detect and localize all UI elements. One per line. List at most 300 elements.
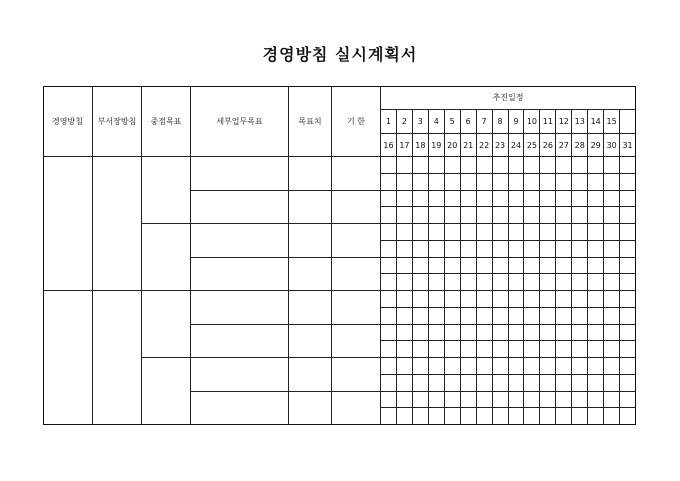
schedule-cell[interactable] — [556, 375, 572, 392]
schedule-cell[interactable] — [524, 341, 540, 358]
schedule-cell[interactable] — [429, 291, 445, 308]
schedule-cell[interactable] — [604, 241, 620, 258]
detail-goal-cell[interactable] — [191, 258, 289, 292]
schedule-cell[interactable] — [572, 258, 588, 275]
schedule-cell[interactable] — [620, 274, 636, 291]
schedule-cell[interactable] — [493, 274, 509, 291]
schedule-cell[interactable] — [556, 308, 572, 325]
schedule-cell[interactable] — [413, 241, 429, 258]
schedule-cell[interactable] — [572, 191, 588, 208]
schedule-cell[interactable] — [620, 241, 636, 258]
target-value-cell[interactable] — [289, 392, 332, 426]
schedule-cell[interactable] — [381, 274, 397, 291]
schedule-cell[interactable] — [493, 392, 509, 409]
schedule-cell[interactable] — [572, 291, 588, 308]
schedule-cell[interactable] — [604, 157, 620, 174]
schedule-cell[interactable] — [509, 258, 525, 275]
schedule-cell[interactable] — [588, 308, 604, 325]
schedule-cell[interactable] — [461, 375, 477, 392]
schedule-cell[interactable] — [509, 274, 525, 291]
schedule-cell[interactable] — [556, 358, 572, 375]
policy-cell[interactable] — [43, 291, 93, 425]
schedule-cell[interactable] — [540, 157, 556, 174]
schedule-cell[interactable] — [381, 392, 397, 409]
schedule-cell[interactable] — [620, 308, 636, 325]
schedule-cell[interactable] — [588, 341, 604, 358]
schedule-cell[interactable] — [381, 207, 397, 224]
schedule-cell[interactable] — [493, 207, 509, 224]
focus-goal-cell[interactable] — [142, 358, 191, 425]
schedule-cell[interactable] — [524, 308, 540, 325]
schedule-cell[interactable] — [429, 375, 445, 392]
schedule-cell[interactable] — [429, 341, 445, 358]
schedule-cell[interactable] — [413, 274, 429, 291]
schedule-cell[interactable] — [556, 341, 572, 358]
schedule-cell[interactable] — [509, 341, 525, 358]
detail-goal-cell[interactable] — [191, 325, 289, 359]
deadline-cell[interactable] — [332, 258, 381, 292]
schedule-cell[interactable] — [509, 157, 525, 174]
schedule-cell[interactable] — [381, 157, 397, 174]
schedule-cell[interactable] — [540, 392, 556, 409]
schedule-cell[interactable] — [445, 207, 461, 224]
schedule-cell[interactable] — [477, 291, 493, 308]
schedule-cell[interactable] — [429, 174, 445, 191]
schedule-cell[interactable] — [397, 325, 413, 342]
deadline-cell[interactable] — [332, 157, 381, 191]
schedule-cell[interactable] — [524, 375, 540, 392]
schedule-cell[interactable] — [604, 274, 620, 291]
schedule-cell[interactable] — [572, 274, 588, 291]
day-label: 10 — [524, 110, 540, 134]
schedule-cell[interactable] — [588, 358, 604, 375]
schedule-cell[interactable] — [445, 274, 461, 291]
schedule-cell[interactable] — [588, 392, 604, 409]
schedule-cell[interactable] — [588, 191, 604, 208]
schedule-cell[interactable] — [461, 291, 477, 308]
schedule-cell[interactable] — [540, 375, 556, 392]
schedule-cell[interactable] — [429, 157, 445, 174]
schedule-cell[interactable] — [493, 358, 509, 375]
schedule-cell[interactable] — [445, 191, 461, 208]
schedule-cell[interactable] — [509, 207, 525, 224]
schedule-cell[interactable] — [540, 258, 556, 275]
schedule-cell[interactable] — [477, 174, 493, 191]
schedule-cell[interactable] — [477, 207, 493, 224]
detail-goal-cell[interactable] — [191, 157, 289, 191]
schedule-cell[interactable] — [509, 375, 525, 392]
schedule-cell[interactable] — [461, 274, 477, 291]
schedule-cell[interactable] — [429, 191, 445, 208]
day-label: 11 — [540, 110, 556, 134]
deadline-cell[interactable] — [332, 392, 381, 426]
schedule-cell[interactable] — [604, 341, 620, 358]
schedule-cell[interactable] — [540, 274, 556, 291]
schedule-cell[interactable] — [572, 325, 588, 342]
detail-goal-cell[interactable] — [191, 224, 289, 258]
schedule-cell[interactable] — [381, 191, 397, 208]
schedule-cell[interactable] — [461, 174, 477, 191]
schedule-cell[interactable] — [445, 408, 461, 425]
schedule-cell[interactable] — [604, 174, 620, 191]
schedule-cell[interactable] — [477, 341, 493, 358]
target-value-cell[interactable] — [289, 224, 332, 258]
schedule-cell[interactable] — [588, 241, 604, 258]
schedule-cell[interactable] — [588, 274, 604, 291]
schedule-cell[interactable] — [429, 358, 445, 375]
schedule-cell[interactable] — [493, 375, 509, 392]
day-label: 2 — [397, 110, 413, 134]
schedule-cell[interactable] — [620, 157, 636, 174]
schedule-cell[interactable] — [524, 241, 540, 258]
schedule-cell[interactable] — [540, 224, 556, 241]
schedule-cell[interactable] — [524, 291, 540, 308]
schedule-cell[interactable] — [556, 191, 572, 208]
schedule-cell[interactable] — [509, 291, 525, 308]
schedule-cell[interactable] — [477, 325, 493, 342]
schedule-cell[interactable] — [397, 341, 413, 358]
schedule-cell[interactable] — [381, 341, 397, 358]
schedule-cell[interactable] — [493, 341, 509, 358]
schedule-cell[interactable] — [461, 241, 477, 258]
schedule-cell[interactable] — [413, 308, 429, 325]
schedule-cell[interactable] — [509, 408, 525, 425]
schedule-cell[interactable] — [493, 291, 509, 308]
schedule-cell[interactable] — [509, 392, 525, 409]
target-value-cell[interactable] — [289, 325, 332, 359]
schedule-cell[interactable] — [556, 408, 572, 425]
schedule-cell[interactable] — [588, 325, 604, 342]
schedule-cell[interactable] — [556, 174, 572, 191]
target-value-cell[interactable] — [289, 358, 332, 392]
day-label: 23 — [493, 134, 509, 157]
schedule-cell[interactable] — [477, 224, 493, 241]
schedule-cell[interactable] — [620, 341, 636, 358]
schedule-cell[interactable] — [604, 358, 620, 375]
schedule-cell[interactable] — [445, 392, 461, 409]
schedule-cell[interactable] — [429, 308, 445, 325]
schedule-cell[interactable] — [397, 207, 413, 224]
schedule-cell[interactable] — [413, 174, 429, 191]
schedule-cell[interactable] — [413, 341, 429, 358]
schedule-cell[interactable] — [620, 174, 636, 191]
schedule-cell[interactable] — [445, 258, 461, 275]
schedule-cell[interactable] — [461, 207, 477, 224]
schedule-cell[interactable] — [540, 325, 556, 342]
schedule-cell[interactable] — [493, 224, 509, 241]
schedule-cell[interactable] — [413, 157, 429, 174]
deadline-cell[interactable] — [332, 291, 381, 325]
schedule-cell[interactable] — [413, 224, 429, 241]
schedule-cell[interactable] — [445, 325, 461, 342]
deadline-cell[interactable] — [332, 325, 381, 359]
schedule-cell[interactable] — [397, 224, 413, 241]
schedule-cell[interactable] — [461, 392, 477, 409]
schedule-cell[interactable] — [381, 224, 397, 241]
schedule-cell[interactable] — [524, 258, 540, 275]
schedule-cell[interactable] — [413, 207, 429, 224]
schedule-cell[interactable] — [524, 174, 540, 191]
schedule-cell[interactable] — [397, 241, 413, 258]
schedule-cell[interactable] — [413, 392, 429, 409]
schedule-cell[interactable] — [445, 291, 461, 308]
schedule-cell[interactable] — [588, 224, 604, 241]
schedule-cell[interactable] — [397, 358, 413, 375]
focus-goal-cell[interactable] — [142, 291, 191, 358]
schedule-cell[interactable] — [620, 325, 636, 342]
schedule-cell[interactable] — [604, 325, 620, 342]
header-target-value: 목표치 — [289, 86, 332, 157]
schedule-cell[interactable] — [429, 325, 445, 342]
schedule-cell[interactable] — [461, 308, 477, 325]
schedule-cell[interactable] — [524, 358, 540, 375]
deadline-cell[interactable] — [332, 224, 381, 258]
schedule-cell[interactable] — [556, 258, 572, 275]
schedule-cell[interactable] — [540, 308, 556, 325]
detail-goal-cell[interactable] — [191, 291, 289, 325]
schedule-cell[interactable] — [493, 191, 509, 208]
schedule-cell[interactable] — [445, 375, 461, 392]
deadline-cell[interactable] — [332, 358, 381, 392]
focus-goal-cell[interactable] — [142, 224, 191, 291]
day-label: 6 — [461, 110, 477, 134]
schedule-cell[interactable] — [572, 157, 588, 174]
schedule-cell[interactable] — [524, 274, 540, 291]
day-label-empty — [620, 110, 636, 134]
target-value-cell[interactable] — [289, 258, 332, 292]
schedule-cell[interactable] — [556, 241, 572, 258]
dept-policy-cell[interactable] — [93, 157, 142, 291]
dept-policy-cell[interactable] — [93, 291, 142, 425]
schedule-cell[interactable] — [588, 174, 604, 191]
schedule-cell[interactable] — [429, 258, 445, 275]
schedule-cell[interactable] — [461, 258, 477, 275]
schedule-cell[interactable] — [461, 358, 477, 375]
schedule-cell[interactable] — [524, 191, 540, 208]
schedule-cell[interactable] — [445, 157, 461, 174]
schedule-cell[interactable] — [477, 258, 493, 275]
schedule-cell[interactable] — [604, 375, 620, 392]
schedule-cell[interactable] — [604, 392, 620, 409]
schedule-cell[interactable] — [620, 291, 636, 308]
schedule-cell[interactable] — [461, 224, 477, 241]
schedule-cell[interactable] — [461, 191, 477, 208]
schedule-cell[interactable] — [509, 325, 525, 342]
schedule-cell[interactable] — [572, 358, 588, 375]
plan-table — [43, 86, 636, 425]
schedule-cell[interactable] — [493, 241, 509, 258]
detail-goal-cell[interactable] — [191, 392, 289, 426]
schedule-cell[interactable] — [604, 191, 620, 208]
schedule-cell[interactable] — [604, 258, 620, 275]
schedule-cell[interactable] — [477, 408, 493, 425]
schedule-cell[interactable] — [509, 241, 525, 258]
schedule-cell[interactable] — [620, 258, 636, 275]
schedule-cell[interactable] — [588, 375, 604, 392]
schedule-cell[interactable] — [620, 207, 636, 224]
target-value-cell[interactable] — [289, 157, 332, 191]
schedule-cell[interactable] — [381, 258, 397, 275]
schedule-cell[interactable] — [604, 408, 620, 425]
schedule-cell[interactable] — [445, 308, 461, 325]
schedule-cell[interactable] — [381, 291, 397, 308]
schedule-cell[interactable] — [461, 157, 477, 174]
schedule-cell[interactable] — [381, 241, 397, 258]
schedule-cell[interactable] — [509, 308, 525, 325]
schedule-cell[interactable] — [540, 341, 556, 358]
schedule-cell[interactable] — [588, 207, 604, 224]
schedule-cell[interactable] — [509, 191, 525, 208]
schedule-cell[interactable] — [445, 241, 461, 258]
schedule-cell[interactable] — [540, 241, 556, 258]
deadline-cell[interactable] — [332, 191, 381, 225]
schedule-cell[interactable] — [461, 325, 477, 342]
schedule-cell[interactable] — [572, 207, 588, 224]
schedule-cell[interactable] — [540, 207, 556, 224]
schedule-cell[interactable] — [381, 174, 397, 191]
day-label: 30 — [604, 134, 620, 157]
schedule-cell[interactable] — [620, 358, 636, 375]
schedule-cell[interactable] — [429, 274, 445, 291]
schedule-cell[interactable] — [524, 207, 540, 224]
schedule-cell[interactable] — [429, 241, 445, 258]
schedule-cell[interactable] — [397, 408, 413, 425]
detail-goal-cell[interactable] — [191, 358, 289, 392]
schedule-cell[interactable] — [540, 291, 556, 308]
schedule-cell[interactable] — [397, 392, 413, 409]
schedule-cell[interactable] — [429, 224, 445, 241]
schedule-cell[interactable] — [461, 341, 477, 358]
schedule-cell[interactable] — [588, 258, 604, 275]
focus-goal-cell[interactable] — [142, 157, 191, 224]
schedule-cell[interactable] — [397, 258, 413, 275]
schedule-cell[interactable] — [397, 291, 413, 308]
schedule-cell[interactable] — [397, 308, 413, 325]
schedule-cell[interactable] — [524, 325, 540, 342]
schedule-cell[interactable] — [413, 191, 429, 208]
policy-cell[interactable] — [43, 157, 93, 291]
schedule-cell[interactable] — [413, 291, 429, 308]
schedule-cell[interactable] — [477, 392, 493, 409]
schedule-cell[interactable] — [493, 157, 509, 174]
day-label: 21 — [461, 134, 477, 157]
schedule-cell[interactable] — [572, 375, 588, 392]
schedule-cell[interactable] — [413, 258, 429, 275]
schedule-cell[interactable] — [397, 375, 413, 392]
schedule-cell[interactable] — [556, 392, 572, 409]
schedule-cell[interactable] — [477, 191, 493, 208]
schedule-cell[interactable] — [397, 174, 413, 191]
schedule-cell[interactable] — [572, 174, 588, 191]
schedule-cell[interactable] — [540, 358, 556, 375]
schedule-cell[interactable] — [604, 291, 620, 308]
schedule-cell[interactable] — [524, 408, 540, 425]
schedule-cell[interactable] — [477, 274, 493, 291]
schedule-cell[interactable] — [429, 207, 445, 224]
schedule-cell[interactable] — [620, 224, 636, 241]
schedule-cell[interactable] — [540, 174, 556, 191]
schedule-cell[interactable] — [588, 157, 604, 174]
schedule-cell[interactable] — [509, 174, 525, 191]
schedule-cell[interactable] — [572, 224, 588, 241]
schedule-cell[interactable] — [556, 291, 572, 308]
schedule-cell[interactable] — [445, 224, 461, 241]
schedule-cell[interactable] — [477, 241, 493, 258]
target-value-cell[interactable] — [289, 291, 332, 325]
schedule-cell[interactable] — [381, 358, 397, 375]
schedule-cell[interactable] — [556, 207, 572, 224]
schedule-cell[interactable] — [413, 358, 429, 375]
schedule-cell[interactable] — [461, 408, 477, 425]
schedule-cell[interactable] — [429, 408, 445, 425]
schedule-cell[interactable] — [620, 392, 636, 409]
schedule-cell[interactable] — [572, 341, 588, 358]
target-value-cell[interactable] — [289, 191, 332, 225]
schedule-cell[interactable] — [572, 308, 588, 325]
schedule-cell[interactable] — [397, 157, 413, 174]
schedule-cell[interactable] — [572, 408, 588, 425]
schedule-cell[interactable] — [509, 358, 525, 375]
schedule-cell[interactable] — [620, 408, 636, 425]
schedule-cell[interactable] — [445, 358, 461, 375]
schedule-cell[interactable] — [493, 174, 509, 191]
schedule-cell[interactable] — [620, 191, 636, 208]
schedule-cell[interactable] — [413, 325, 429, 342]
schedule-cell[interactable] — [556, 325, 572, 342]
schedule-cell[interactable] — [445, 341, 461, 358]
schedule-cell[interactable] — [381, 308, 397, 325]
schedule-cell[interactable] — [397, 191, 413, 208]
schedule-cell[interactable] — [556, 224, 572, 241]
schedule-cell[interactable] — [588, 291, 604, 308]
schedule-cell[interactable] — [445, 174, 461, 191]
schedule-cell[interactable] — [493, 408, 509, 425]
schedule-cell[interactable] — [588, 408, 604, 425]
schedule-cell[interactable] — [572, 241, 588, 258]
schedule-cell[interactable] — [493, 258, 509, 275]
schedule-cell[interactable] — [493, 325, 509, 342]
schedule-cell[interactable] — [524, 157, 540, 174]
schedule-cell[interactable] — [556, 157, 572, 174]
schedule-cell[interactable] — [381, 325, 397, 342]
day-label: 22 — [477, 134, 493, 157]
schedule-cell[interactable] — [604, 308, 620, 325]
schedule-cell[interactable] — [556, 274, 572, 291]
schedule-cell[interactable] — [509, 224, 525, 241]
schedule-cell[interactable] — [604, 224, 620, 241]
schedule-cell[interactable] — [381, 408, 397, 425]
schedule-cell[interactable] — [397, 274, 413, 291]
schedule-cell[interactable] — [477, 358, 493, 375]
schedule-cell[interactable] — [381, 375, 397, 392]
schedule-cell[interactable] — [524, 392, 540, 409]
day-label: 19 — [429, 134, 445, 157]
schedule-cell[interactable] — [540, 408, 556, 425]
schedule-cell[interactable] — [477, 375, 493, 392]
schedule-cell[interactable] — [477, 308, 493, 325]
schedule-cell[interactable] — [572, 392, 588, 409]
schedule-cell[interactable] — [604, 207, 620, 224]
schedule-cell[interactable] — [477, 157, 493, 174]
schedule-cell[interactable] — [413, 408, 429, 425]
schedule-cell[interactable] — [429, 392, 445, 409]
schedule-cell[interactable] — [413, 375, 429, 392]
schedule-cell[interactable] — [620, 375, 636, 392]
schedule-cell[interactable] — [493, 308, 509, 325]
schedule-cell[interactable] — [540, 191, 556, 208]
schedule-cell[interactable] — [524, 224, 540, 241]
detail-goal-cell[interactable] — [191, 191, 289, 225]
